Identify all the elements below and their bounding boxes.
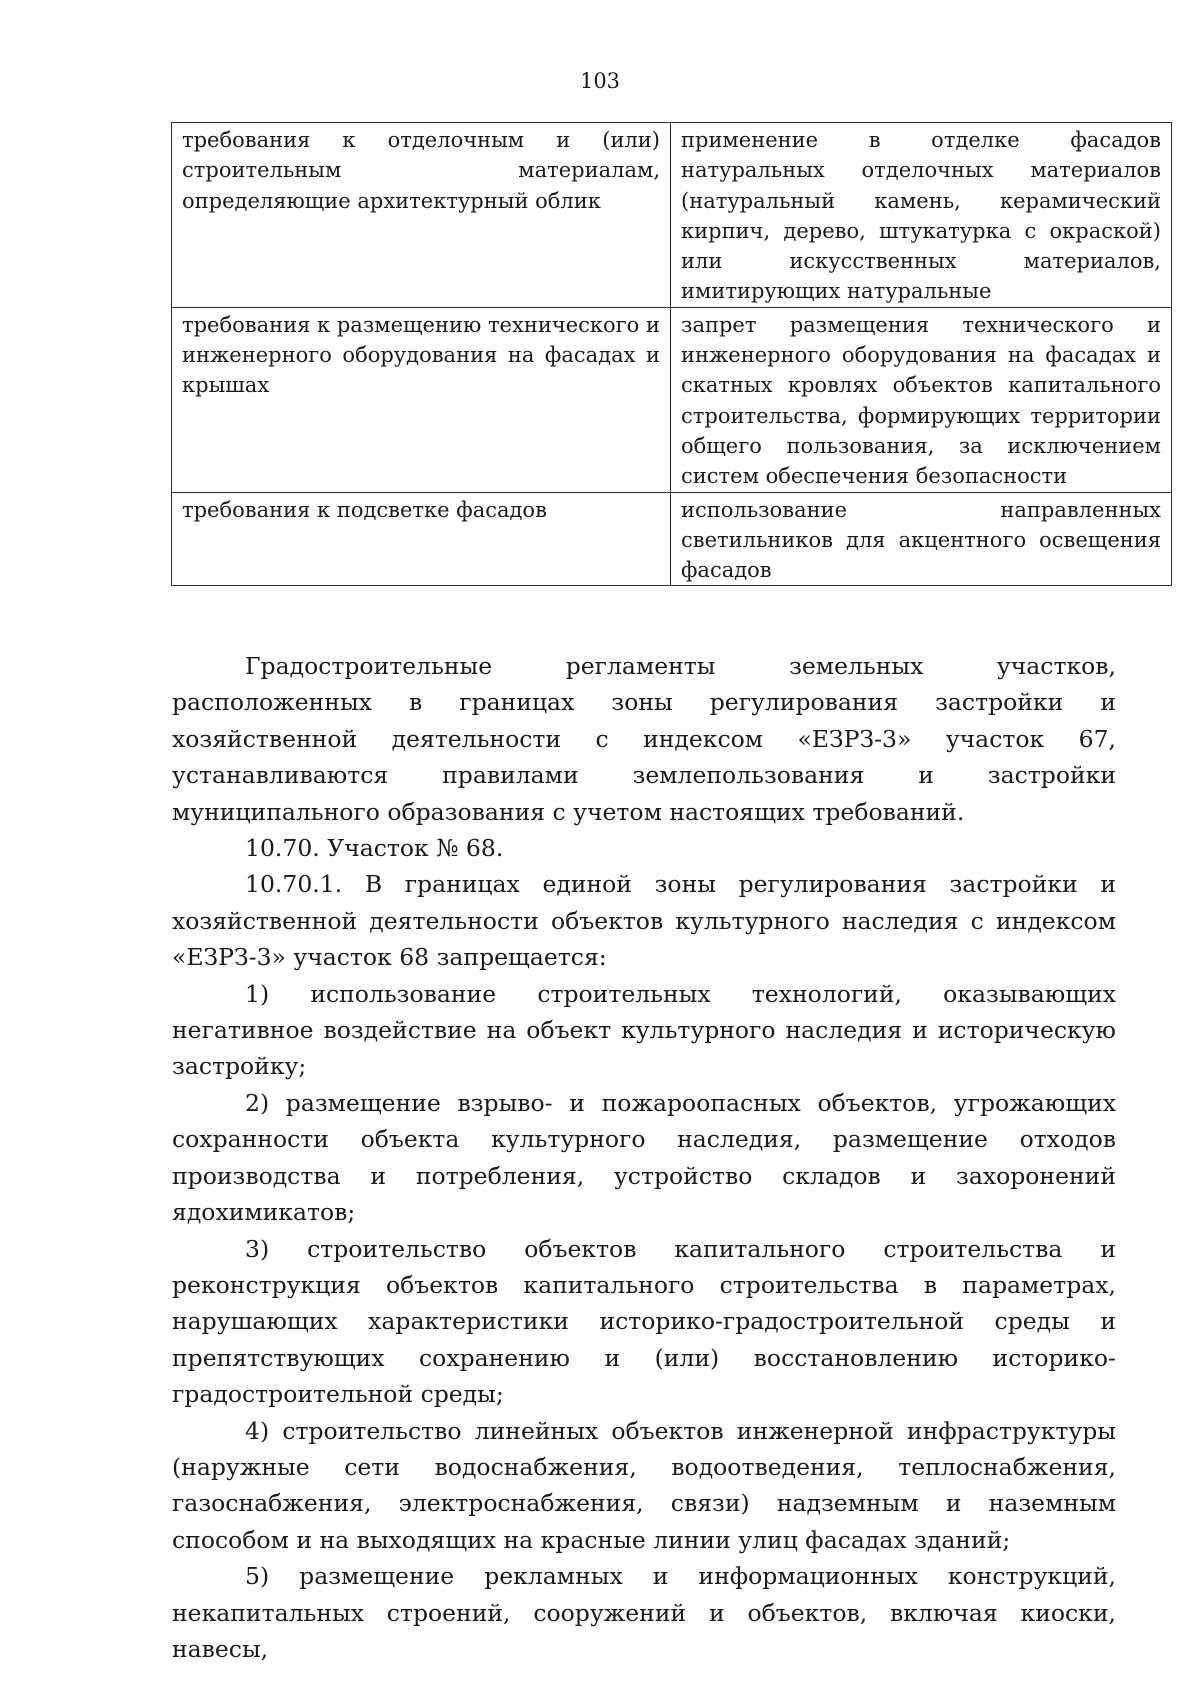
table-cell-requirement: требования к отделочным и (или) строительным материалам, определяющие архитектурный облик [172, 123, 671, 308]
section-heading: 10.70. Участок № 68. [245, 834, 504, 863]
table-cell-value: использование направленных светильников для акцентного освещения фасадов [671, 492, 1172, 586]
list-item: 4) строительство линейных объектов инженерной инфраструктуры (наружные сети водоснабжения, водоотведения, теплоснабжения, газоснабжения, электроснабжения, связи) надземным и наземным способом и на выходящих на красные линии улиц фасадах зданий; [172, 1416, 1116, 1554]
table-cell-value: запрет размещения технического и инженерного оборудования на фасадах и скатных кровлях объектов капитального строительства, формирующих территории общего пользования, за исключением систем обеспечения безопасности [671, 307, 1172, 492]
paragraph-prohibitions-intro: 10.70.1. В границах единой зоны регулирования застройки и хозяйственной деятельности объектов культурного наследия с индексом «ЕЗРЗ-3» участок 68 запрещается: [172, 870, 1116, 972]
table-row [172, 307, 1172, 492]
page-number: 103 [579, 69, 621, 93]
requirements-table [171, 122, 1172, 586]
list-item: 2) размещение взрыво- и пожароопасных объектов, угрожающих сохранности объекта культурного наследия, размещение отходов производства и потребления, устройство складов и захоронений ядохимикатов; [172, 1088, 1116, 1227]
list-item: 5) размещение рекламных и информационных конструкций, некапитальных строений, сооружений и объектов, включая киоски, навесы, [172, 1562, 1116, 1663]
table-cell-value: применение в отделке фасадов натуральных отделочных материалов (натуральный камень, керамический кирпич, дерево, штукатурка с окраской) или искусственных материалов, имитирующих натуральные [671, 123, 1172, 308]
table-cell-requirement: требования к подсветке фасадов [172, 492, 671, 586]
table-row [172, 123, 1172, 308]
list-item: 1) использование строительных технологий, оказывающих негативное воздействие на объект культурного наследия и историческую застройку; [172, 979, 1116, 1081]
table-cell-requirement: требования к размещению технического и инженерного оборудования на фасадах и крышах [172, 307, 671, 492]
list-item: 3) строительство объектов капитального строительства и реконструкция объектов капитального строительства в параметрах, нарушающих характеристики историко-градостроительной среды и препятствующих сохранению и (или) восстановлению историко-градостроительной среды; [172, 1234, 1116, 1409]
paragraph-regulations: Градостроительные регламенты земельных участков, расположенных в границах зоны регулирования застройки и хозяйственной деятельности с индексом «ЕЗРЗ-3» участок 67, устанавливаются правилами землепользования и застройки муниципального образования с учетом настоящих требований. [172, 652, 1116, 826]
body-text [172, 648, 1116, 1667]
table-row [172, 492, 1172, 586]
